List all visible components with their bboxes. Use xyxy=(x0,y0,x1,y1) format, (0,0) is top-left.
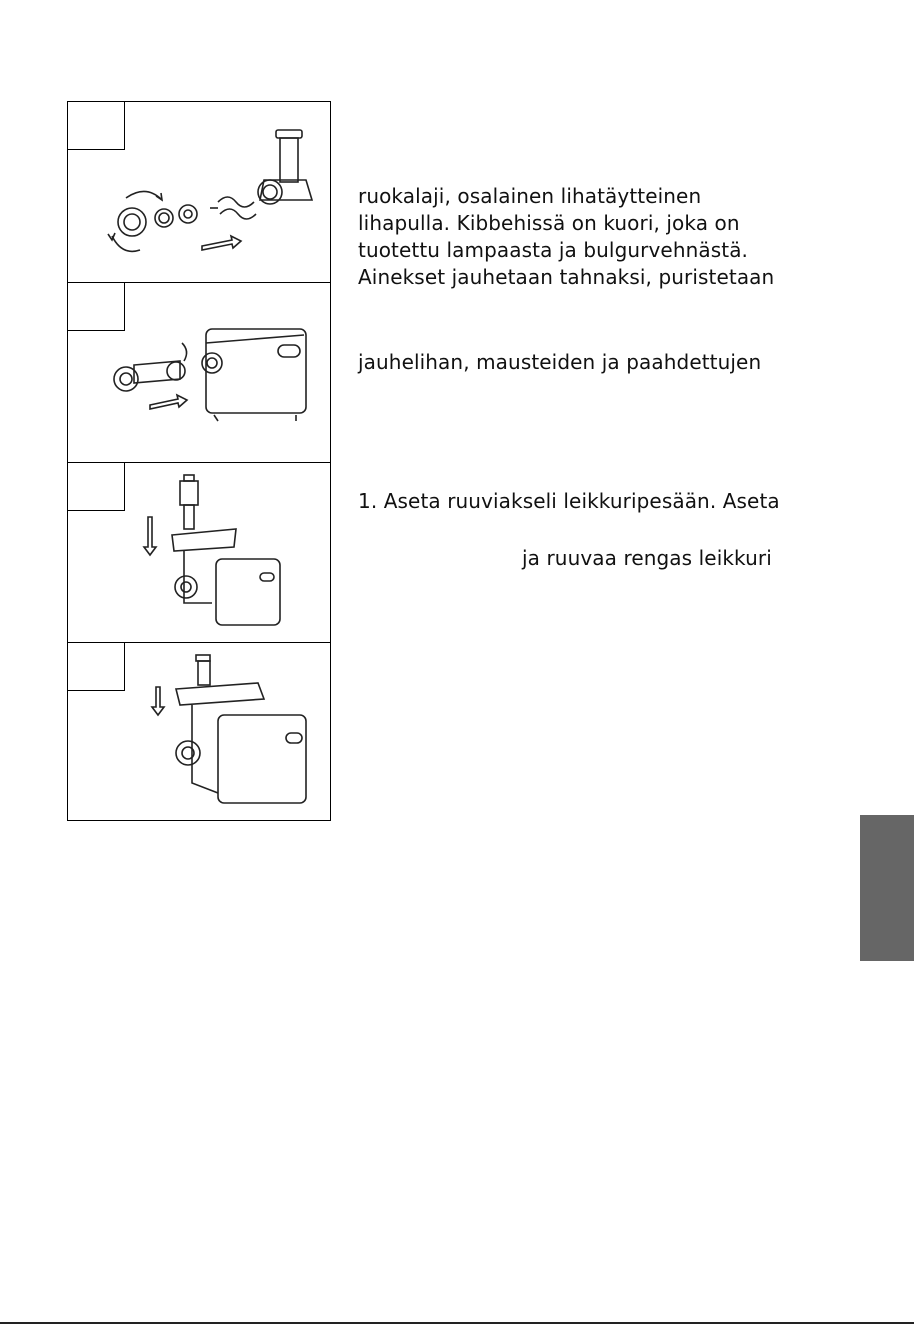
attach-to-body-panel xyxy=(68,282,330,462)
insert-pusher-panel xyxy=(68,462,330,642)
body-text-line: Ainekset jauhetaan tahnaksi, puristetaan xyxy=(358,265,775,289)
instruction-step-line: 1. Aseta ruuviakseli leikkuripesään. Aseta xyxy=(358,489,780,513)
body-text-line: tuotettu lampaasta ja bulgurvehnästä. xyxy=(358,238,749,262)
mount-tray-panel xyxy=(68,642,330,822)
mount-tray-illustration xyxy=(68,643,330,823)
body-text-line: jauhelihan, mausteiden ja paahdettujen xyxy=(358,350,762,374)
instruction-step-line: ja ruuvaa rengas leikkuri xyxy=(522,546,772,570)
insert-pusher-illustration xyxy=(68,463,330,643)
assembly-step-panel xyxy=(68,102,330,282)
attach-to-body-illustration xyxy=(68,283,330,463)
body-text-line: lihapulla. Kibbehissä on kuori, joka on xyxy=(358,211,740,235)
assembly-step-illustration xyxy=(68,102,330,282)
language-section-tab xyxy=(860,815,914,961)
illustration-panel-stack xyxy=(67,101,331,821)
body-text-line: ruokalaji, osalainen lihatäytteinen xyxy=(358,184,702,208)
